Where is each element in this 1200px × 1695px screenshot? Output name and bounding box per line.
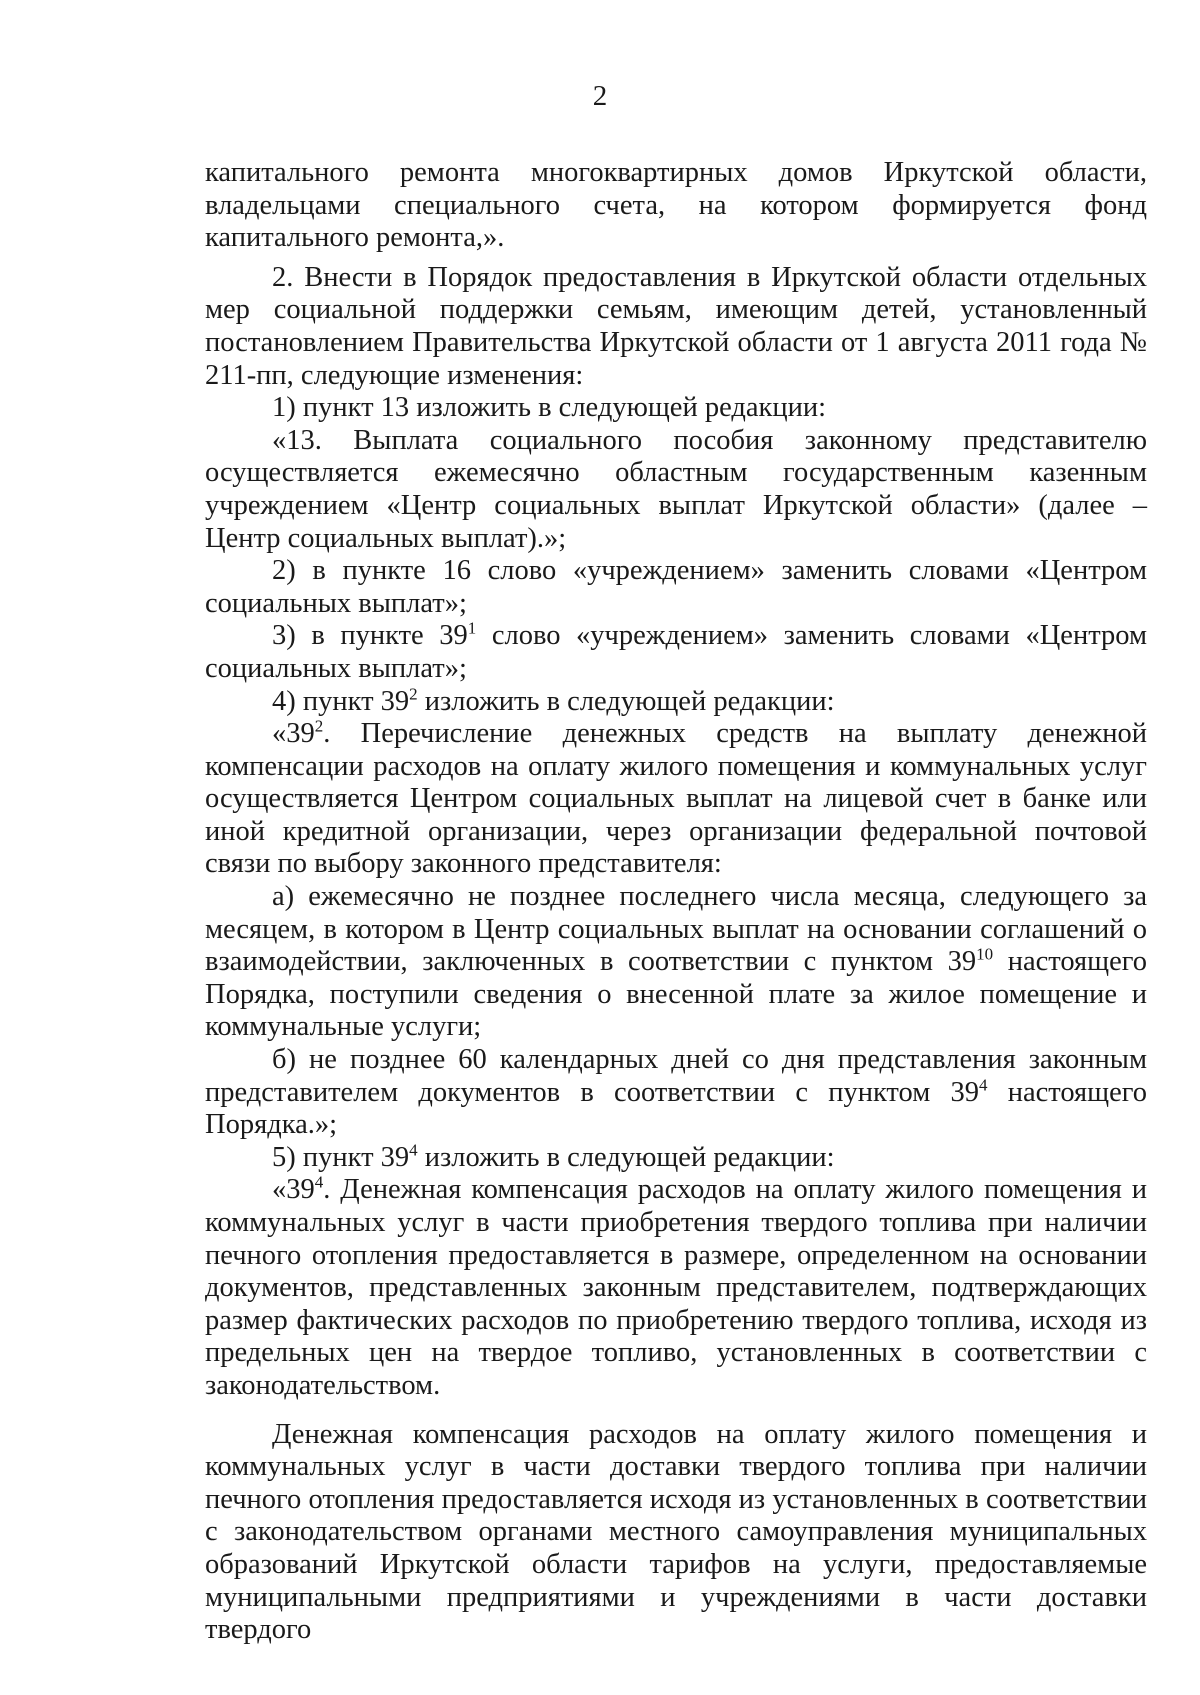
paragraph-subitem-1: 1) пункт 13 изложить в следующей редакции:	[272, 392, 827, 424]
paragraph-point-13-text: «13. Выплата социального пособия законному представителю осуществляется ежемесячно областным государственным казенным учреждением «Центр социальных выплат Иркутской области» (далее – Центр социальных выплат).»;	[205, 424, 1147, 554]
paragraph-subitem-3: 3) в пункте $39^1$ слово «учреждением» заменить словами «Центром социальных выплат»;	[205, 618, 1147, 684]
paragraph-subpoint-a: а) ежемесячно не позднее последнего числа месяца, следующего за месяцем, в котором в Центр социальных выплат на основании соглашений о взаимодействии, заключенных в соответствии с пунктом $39^{10}$ настоящего Порядка, поступили сведения о внесенной плате за жилое помещение и коммунальные услуги;	[205, 881, 1147, 1043]
document-body	[205, 157, 1147, 1647]
paragraph-subpoint-b: б) не позднее 60 календарных дней со дня представления законным представителем документов в соответствии с пунктом $39^4$ настоящего Порядка.»;	[205, 1044, 1147, 1141]
paragraph-subitem-5: 5) пункт $39^4$ изложить в следующей редакции:	[272, 1140, 835, 1173]
paragraph-delivery-compensation: Денежная компенсация расходов на оплату жилого помещения и коммунальных услуг в части доставки твердого топлива при наличии печного отопления предоставляется исходя из установленных в соответствии с законодательством органами местного самоуправления муниципальных образований Иркутской области тарифов на услуги, предоставляемые муниципальными предприятиями и учреждениями в части доставки твердого	[205, 1418, 1147, 1646]
paragraph-item-2: 2. Внести в Порядок предоставления в Иркутской области отдельных мер социальной поддержки семьям, имеющим детей, установленный постановлением Правительства Иркутской области от 1 августа 2011 года № 211-пп, следующие изменения:	[205, 261, 1147, 391]
paragraph-continuation: капитального ремонта многоквартирных домов Иркутской области, владельцами специального счета, на котором формируется фонд капитального ремонта,».	[205, 157, 1147, 254]
paragraph-subitem-2: 2) в пункте 16 слово «учреждением» заменить словами «Центром социальных выплат»;	[205, 555, 1147, 619]
paragraph-point-39-2-text: «$39^2$. Перечисление денежных средств на выплату денежной компенсации расходов на оплату жилого помещения и коммунальных услуг осуществляется Центром социальных выплат на лицевой счет в банке или иной кредитной организации, через организации федеральной почтовой связи по выбору законного представителя:	[205, 716, 1147, 880]
paragraph-subitem-4: 4) пункт $39^2$ изложить в следующей редакции:	[272, 684, 835, 717]
page-number: 2	[592, 80, 608, 112]
paragraph-point-39-4-text: «$39^4$. Денежная компенсация расходов на оплату жилого помещения и коммунальных услуг в части приобретения твердого топлива при наличии печного отопления предоставляется в размере, определенном на основании документов, представленных законным представителем, подтверждающих размер фактических расходов по приобретению твердого топлива, исходя из предельных цен на твердое топливо, установленных в соответствии с законодательством.	[205, 1172, 1147, 1401]
